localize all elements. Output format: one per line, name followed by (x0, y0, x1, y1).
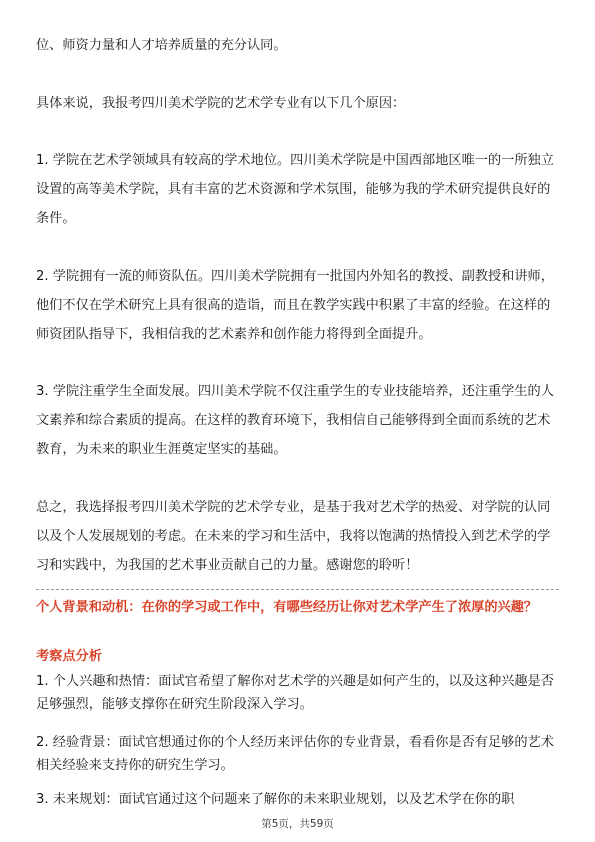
paragraph-intro: 具体来说，我报考四川美术学院的艺术学专业有以下几个原因： (36, 96, 406, 111)
analysis-item-2: 2. 经验背景：面试官想通过你的个人经历来评估你的专业背景，看看你是否有足够的艺术相关经验来支持你的研究生学习。 (36, 735, 554, 773)
paragraph-conclusion: 总之，我选择报考四川美术学院的艺术学专业，是基于我对艺术学的热爱、对学院的认同以及个人发展规划的考虑。在未来的学习和生活中，我将以饱满的热情投入到艺术学的学习和实践中，为我国的艺术事业贡献自己的力量。感谢您的聆听！ (36, 500, 551, 573)
analysis-item-1: 1. 个人兴趣和热情：面试官希望了解你对艺术学的兴趣是如何产生的，以及这种兴趣是否足够强烈，能够支撑你在研究生阶段深入学习。 (36, 674, 554, 712)
analysis-item-3: 3. 未来规划：面试官通过这个问题来了解你的未来职业规划，以及艺术学在你的职 (36, 792, 515, 807)
paragraph-reason-1: 1. 学院在艺术学领域具有较高的学术地位。四川美术学院是中国西部地区唯一的一所独立设置的高等美术学院，具有丰富的艺术资源和学术氛围，能够为我的学术研究提供良好的条件。 (36, 153, 554, 226)
interview-question: 个人背景和动机：在你的学习或工作中，有哪些经历让你对艺术学产生了浓厚的兴趣？ (36, 600, 538, 615)
paragraph-reason-2: 2. 学院拥有一流的师资队伍。四川美术学院拥有一批国内外知名的教授、副教授和讲师，他们不仅在学术研究上具有很高的造诣，而且在教学实践中积累了丰富的经验。在这样的师资团队指导下，我相信我的艺术素养和创作能力将得到全面提升。 (36, 269, 554, 342)
section-divider (36, 589, 559, 590)
paragraph-continuation: 位、师资力量和人才培养质量的充分认同。 (36, 38, 287, 53)
page-number-footer: 第5页，共59页 (261, 818, 334, 830)
paragraph-reason-3: 3. 学院注重学生全面发展。四川美术学院不仅注重学生的专业技能培养，还注重学生的人文素养和综合素质的提高。在这样的教育环境下，我相信自己能够得到全面而系统的艺术教育，为未来的职业生涯奠定坚实的基础。 (36, 384, 554, 457)
analysis-heading: 考察点分析 (36, 649, 102, 664)
